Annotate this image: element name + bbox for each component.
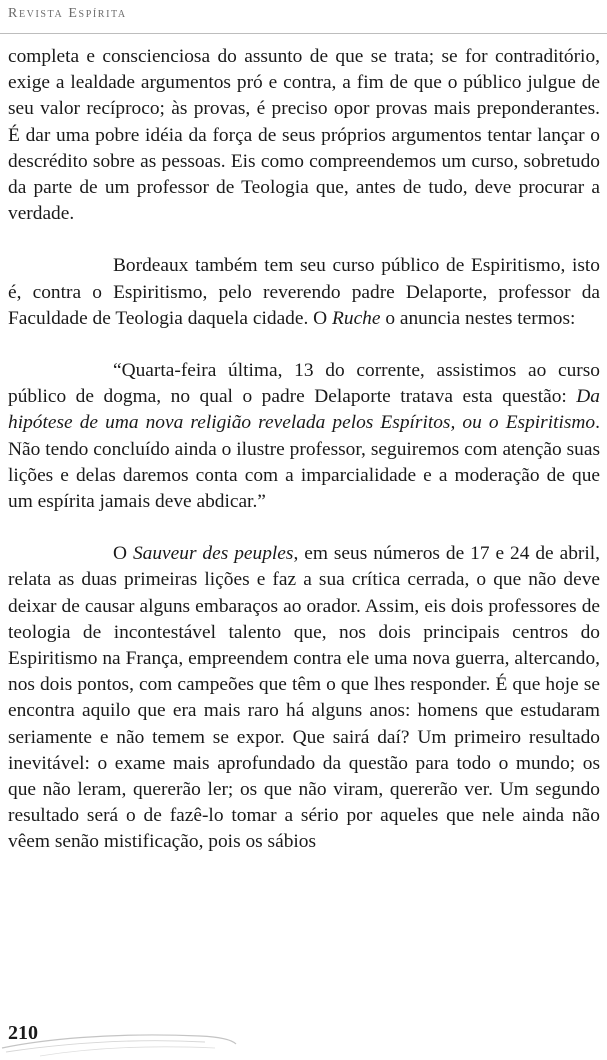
paragraph-3-italic-title: Da hipótese de uma nova religião revelada pelos Espíritos, ou o Espiritismo <box>8 386 600 434</box>
paragraph-3-text-b: . Não tendo concluído ainda o ilustre professor, seguiremos com atenção suas lições e delas daremos conta com a imparcialidade e a moderação de que um espírita jamais deve abdicar.” <box>8 412 600 513</box>
page-number: 210 <box>8 1022 38 1044</box>
paragraph-2-italic-ruche: Ruche <box>332 307 381 329</box>
header-divider <box>0 33 607 34</box>
paragraph-3-text-a: “Quarta-feira última, 13 do corrente, assistimos ao curso público de dogma, no qual o padre Delaporte tratava esta questão: <box>8 360 600 408</box>
paragraph-2-text-a: Bordeaux também tem seu curso público de Espiritismo, isto é, contra o Espiritismo, pelo reverendo padre Delaporte, professor da Faculdade de Teologia daquela cidade. O <box>8 255 600 329</box>
body-text <box>8 44 600 856</box>
running-head-title: Revista Espírita <box>8 6 127 21</box>
paragraph-3 <box>8 358 600 515</box>
paragraph-1: completa e conscienciosa do assunto de que se trata; se for contraditório, exige a lealdade argumentos pró e contra, a fim de que o público julgue de seu valor recíproco; às provas, é preciso opor provas mais preponderantes. É dar uma pobre idéia da força de seus próprios argumentos tentar lançar o descrédito sobre as pessoas. Eis como compreendemos um curso, sobretudo da parte de um professor de Teologia que, antes de tudo, deve procurar a verdade. <box>8 46 600 225</box>
paragraph-4-text-a: O <box>113 543 133 565</box>
paragraph-2-text-b: o anuncia nestes termos: <box>380 307 576 329</box>
paragraph-2 <box>8 253 600 332</box>
paragraph-4-text-b: , em seus números de 17 e 24 de abril, relata as duas primeiras lições e faz a sua crítica cerrada, o que não deve deixar de causar alguns embaraços ao orador. Assim, eis dois professores de teologia de incontestável talento que, nos dois principais centros do Espiritismo na França, empreendem contra ele uma nova guerra, altercando, nos dois pontos, com campeões que têm o que lhes responder. É que hoje se encontra aquilo que era mais raro há alguns anos: homens que estudaram seriamente e não temem se expor. Que sairá daí? Um primeiro resultado inevitável: o exame mais aprofundado da questão para todo o mundo; os que não leram, quererão ler; os que não viram, quererão ver. Um segundo resultado será o de fazê-lo tomar a sério por aqueles que nele ainda não vêem senão mistificação, pois os sábios <box>8 543 600 853</box>
paragraph-4-italic-sauveur: Sauveur des peuples <box>132 543 294 565</box>
paragraph-4 <box>8 541 600 855</box>
